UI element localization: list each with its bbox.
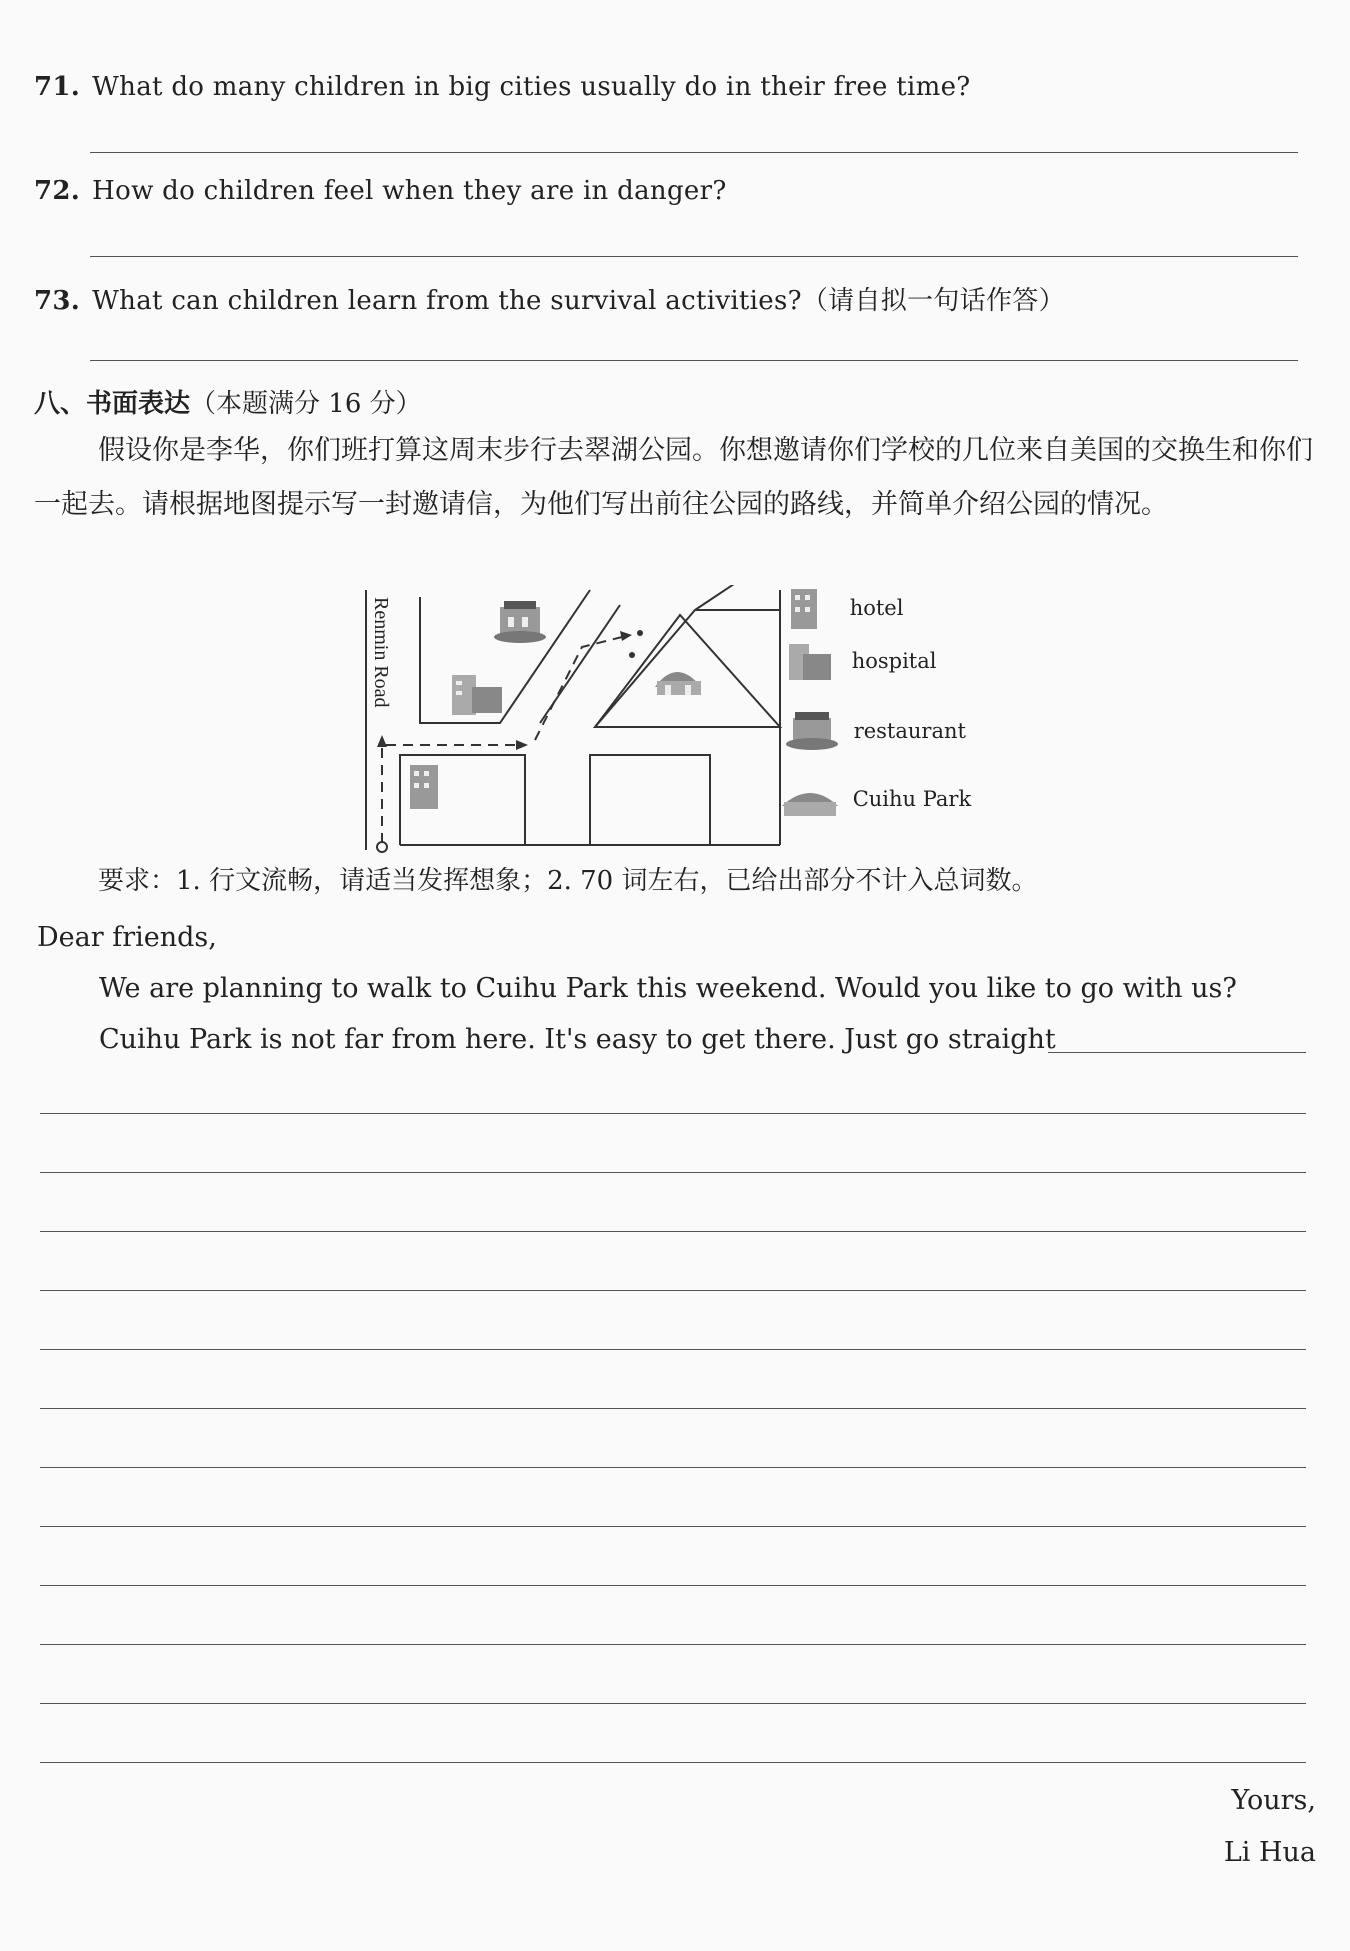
writing-prompt: 假设你是李华，你们班打算这周末步行去翠湖公园。你想邀请你们学校的几位来自美国的交换生和你们一起去。请根据地图提示写一封邀请信，为他们写出前往公园的路线，并简单介绍公园的情况。 [34,435,1313,520]
letter-line-1: We are planning to walk to Cuihu Park this weekend. Would you like to go with us? [99,973,1237,1004]
hotel-icon [410,765,438,809]
blank-continuation-line[interactable] [1048,1052,1306,1053]
start-marker [377,842,387,852]
question-text: How do children feel when they are in danger? [92,176,727,206]
restaurant-icon [785,710,841,754]
question-number: 72. [34,176,81,206]
legend-label: Cuihu Park [852,786,972,811]
question-number: 73. [34,286,81,316]
letter-closing: Yours, [1231,1785,1316,1816]
legend-restaurant [785,710,966,754]
letter-line-2: Cuihu Park is not far from here. It's easy to get there. Just go straight [99,1024,1056,1055]
route-path-1 [382,745,520,843]
section-title [34,383,422,420]
writing-line[interactable] [40,1408,1306,1409]
writing-line[interactable] [40,1762,1306,1763]
legend-label: restaurant [853,718,966,743]
writing-line[interactable] [40,1585,1306,1586]
road-label: Renmin Road [370,597,392,708]
restaurant-icon [494,601,546,643]
route-arrow-2 [620,631,632,641]
legend-park [780,780,971,820]
writing-line[interactable] [40,1644,1306,1645]
route-point [629,652,635,658]
legend-hotel [785,587,903,631]
legend-label: hotel [849,595,904,620]
letter-signature: Li Hua [1223,1837,1316,1868]
route-map [350,585,1000,855]
section-heading: 八、书面表达 [34,389,191,419]
block-park [595,610,780,727]
hotel-icon [785,587,825,631]
writing-line[interactable] [40,1113,1306,1114]
answer-line-72[interactable] [90,256,1298,257]
question-number: 71. [34,72,81,102]
block-park-outline [595,615,780,727]
park-icon [655,672,701,695]
hospital-icon [452,675,502,715]
section-score-note: （本题满分 16 分） [190,389,422,419]
block-lower-middle [590,755,710,845]
writing-line[interactable] [40,1703,1306,1704]
writing-line[interactable] [40,1172,1306,1173]
park-icon [780,780,840,820]
question-72 [34,176,727,206]
question-text: What can children learn from the survival activities?（请自拟一句话作答） [92,286,1065,316]
street-diagonal-2 [695,585,740,610]
writing-line[interactable] [40,1231,1306,1232]
legend-label: hospital [851,648,937,673]
answer-line-71[interactable] [90,152,1298,153]
road-label-group [370,597,392,708]
question-71 [34,72,971,102]
route-arrow-up [377,735,387,747]
writing-line[interactable] [40,1526,1306,1527]
route-arrow-right [516,740,528,750]
writing-line[interactable] [40,1349,1306,1350]
legend-hospital [785,640,936,684]
route-point [637,630,643,636]
writing-line[interactable] [40,1467,1306,1468]
letter-greeting: Dear friends, [37,922,217,953]
answer-line-73[interactable] [90,360,1298,361]
question-text: What do many children in big cities usually do in their free time? [92,72,971,102]
question-73 [34,280,1065,317]
hospital-icon [785,640,833,684]
writing-line[interactable] [40,1290,1306,1291]
writing-requirements: 要求：1. 行文流畅，请适当发挥想象；2. 70 词左右，已给出部分不计入总词数。 [98,866,1038,896]
